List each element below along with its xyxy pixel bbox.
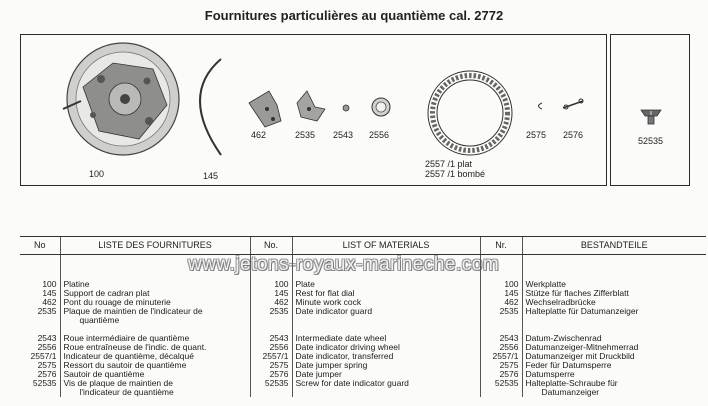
row-en: Minute work cock [292,298,480,307]
row-no: 145 [480,289,522,298]
row-de: Stütze für flaches Zifferblatt [522,289,706,298]
row-en: Plate [292,280,480,289]
row-no: 2575 [250,361,292,370]
header-bestand: BESTANDTEILE [522,237,706,255]
row-no: 462 [480,298,522,307]
part-2535-drawing [297,91,325,121]
watermark: www.jetons-royaux-marineche.com [188,254,500,275]
part-label-2576: 2576 [563,130,584,140]
row-en: Date indicator driving wheel [292,343,480,352]
row-no: 2557/1 [250,352,292,361]
row-fr-line2: l'indicateur de quantième [79,387,174,397]
row-no: 145 [250,289,292,298]
part-label-2557-plat: 2557 /1 plat [425,159,473,169]
row-fr [60,379,250,397]
row-no: 52535 [480,379,522,397]
row-en: Rest for flat dial [292,289,480,298]
row-de [522,379,706,397]
row-fr [60,307,250,325]
row-de: Feder für Datumsperre [522,361,706,370]
header-no-fr: No [20,237,60,255]
row-no: 100 [42,279,57,289]
part-145-dial-rest-drawing [200,59,221,155]
row-de: Datumanzeiger mit Druckbild [522,352,706,361]
row-no: 2576 [37,369,57,379]
row-de: Datum-Zwischenrad [522,334,706,343]
row-no: 2556 [250,343,292,352]
part-label-2556: 2556 [369,130,390,140]
row-no: 2543 [37,333,57,343]
row-no: 2535 [250,307,292,325]
header-no-en: No. [250,237,292,255]
row-no: 2557/1 [30,351,57,361]
row-de: Datumsperre [522,370,706,379]
row-no: 2556 [37,342,57,352]
row-no: 145 [42,288,57,298]
row-fr-line2: quantième [79,315,120,325]
row-de: Werkplatte [522,280,706,289]
part-label-462: 462 [251,130,267,140]
row-fr: Sautoir de quantième [60,370,250,379]
row-en: Date jumper spring [292,361,480,370]
row-no: 2575 [480,361,522,370]
row-no: 2535 [37,306,57,316]
table-header-row [20,237,706,255]
row-fr: Ressort du sautoir de quantième [60,361,250,370]
page-title: Fournitures particulières au quantième cal. 2772 [204,8,504,23]
row-fr: Roue intermédiaire de quantième [60,334,250,343]
row-en: Date indicator, transferred [292,352,480,361]
parts-drawing [21,35,608,187]
row-de: Halteplatte für Datumanzeiger [522,307,706,325]
part-label-145: 145 [203,171,219,181]
materials-table [20,236,706,397]
part-label-2535: 2535 [295,130,316,140]
part-2576-drawing [563,99,583,109]
row-no: 2576 [250,370,292,379]
part-label-2575: 2575 [526,130,547,140]
row-no: 2575 [37,360,57,370]
screw-panel [610,34,690,186]
part-label-2557-bombe: 2557 /1 bombé [425,169,486,179]
row-no: 2543 [250,334,292,343]
part-52535-screw-drawing [611,35,691,187]
row-no: 2535 [480,307,522,325]
header-liste: LISTE DES FOURNITURES [60,237,250,255]
header-list: LIST OF MATERIALS [292,237,480,255]
part-label-52535: 52535 [638,136,664,146]
header-nr: Nr. [480,237,522,255]
part-100-plate-drawing [63,43,179,155]
part-2557-date-ring-drawing [428,71,512,155]
row-fr: Support de cadran plat [60,289,250,298]
table-row [20,379,706,397]
row-en: Date indicator guard [292,307,480,325]
row-no: 100 [250,280,292,289]
part-2543-drawing [343,105,349,111]
part-label-2543: 2543 [333,130,354,140]
row-fr-line1: Vis de plaque de maintien de [63,378,173,388]
row-no: 2556 [480,343,522,352]
part-2575-drawing [539,103,543,109]
row-no: 2576 [480,370,522,379]
row-no: 462 [250,298,292,307]
row-en: Screw for date indicator guard [292,379,480,397]
part-462-drawing [249,91,281,127]
part-2556-drawing [372,98,390,116]
row-fr: Roue entraîneuse de l'indic. de quant. [60,343,250,352]
row-no: 2557/1 [480,352,522,361]
row-de: Wechselradbrücke [522,298,706,307]
row-no: 52535 [32,378,57,388]
row-en: Date jumper [292,370,480,379]
row-de-line1: Halteplatte-Schraube für [525,378,618,388]
row-fr: Indicateur de quantième, décalqué [60,352,250,361]
row-de-line2: Datumanzeiger [541,387,600,397]
parts-illustration-panel [20,34,607,186]
row-no: 100 [480,280,522,289]
part-label-100: 100 [89,169,105,179]
row-en: Intermediate date wheel [292,334,480,343]
row-fr: Pont du rouage de minuterie [60,298,250,307]
row-no: 2543 [480,334,522,343]
row-no: 462 [42,297,57,307]
row-fr-line1: Plaque de maintien de l'indicateur de [63,306,203,316]
row-no: 52535 [250,379,292,397]
table-row [20,307,706,325]
row-fr: Platine [60,280,250,289]
row-de: Datumanzeiger-Mitnehmerrad [522,343,706,352]
